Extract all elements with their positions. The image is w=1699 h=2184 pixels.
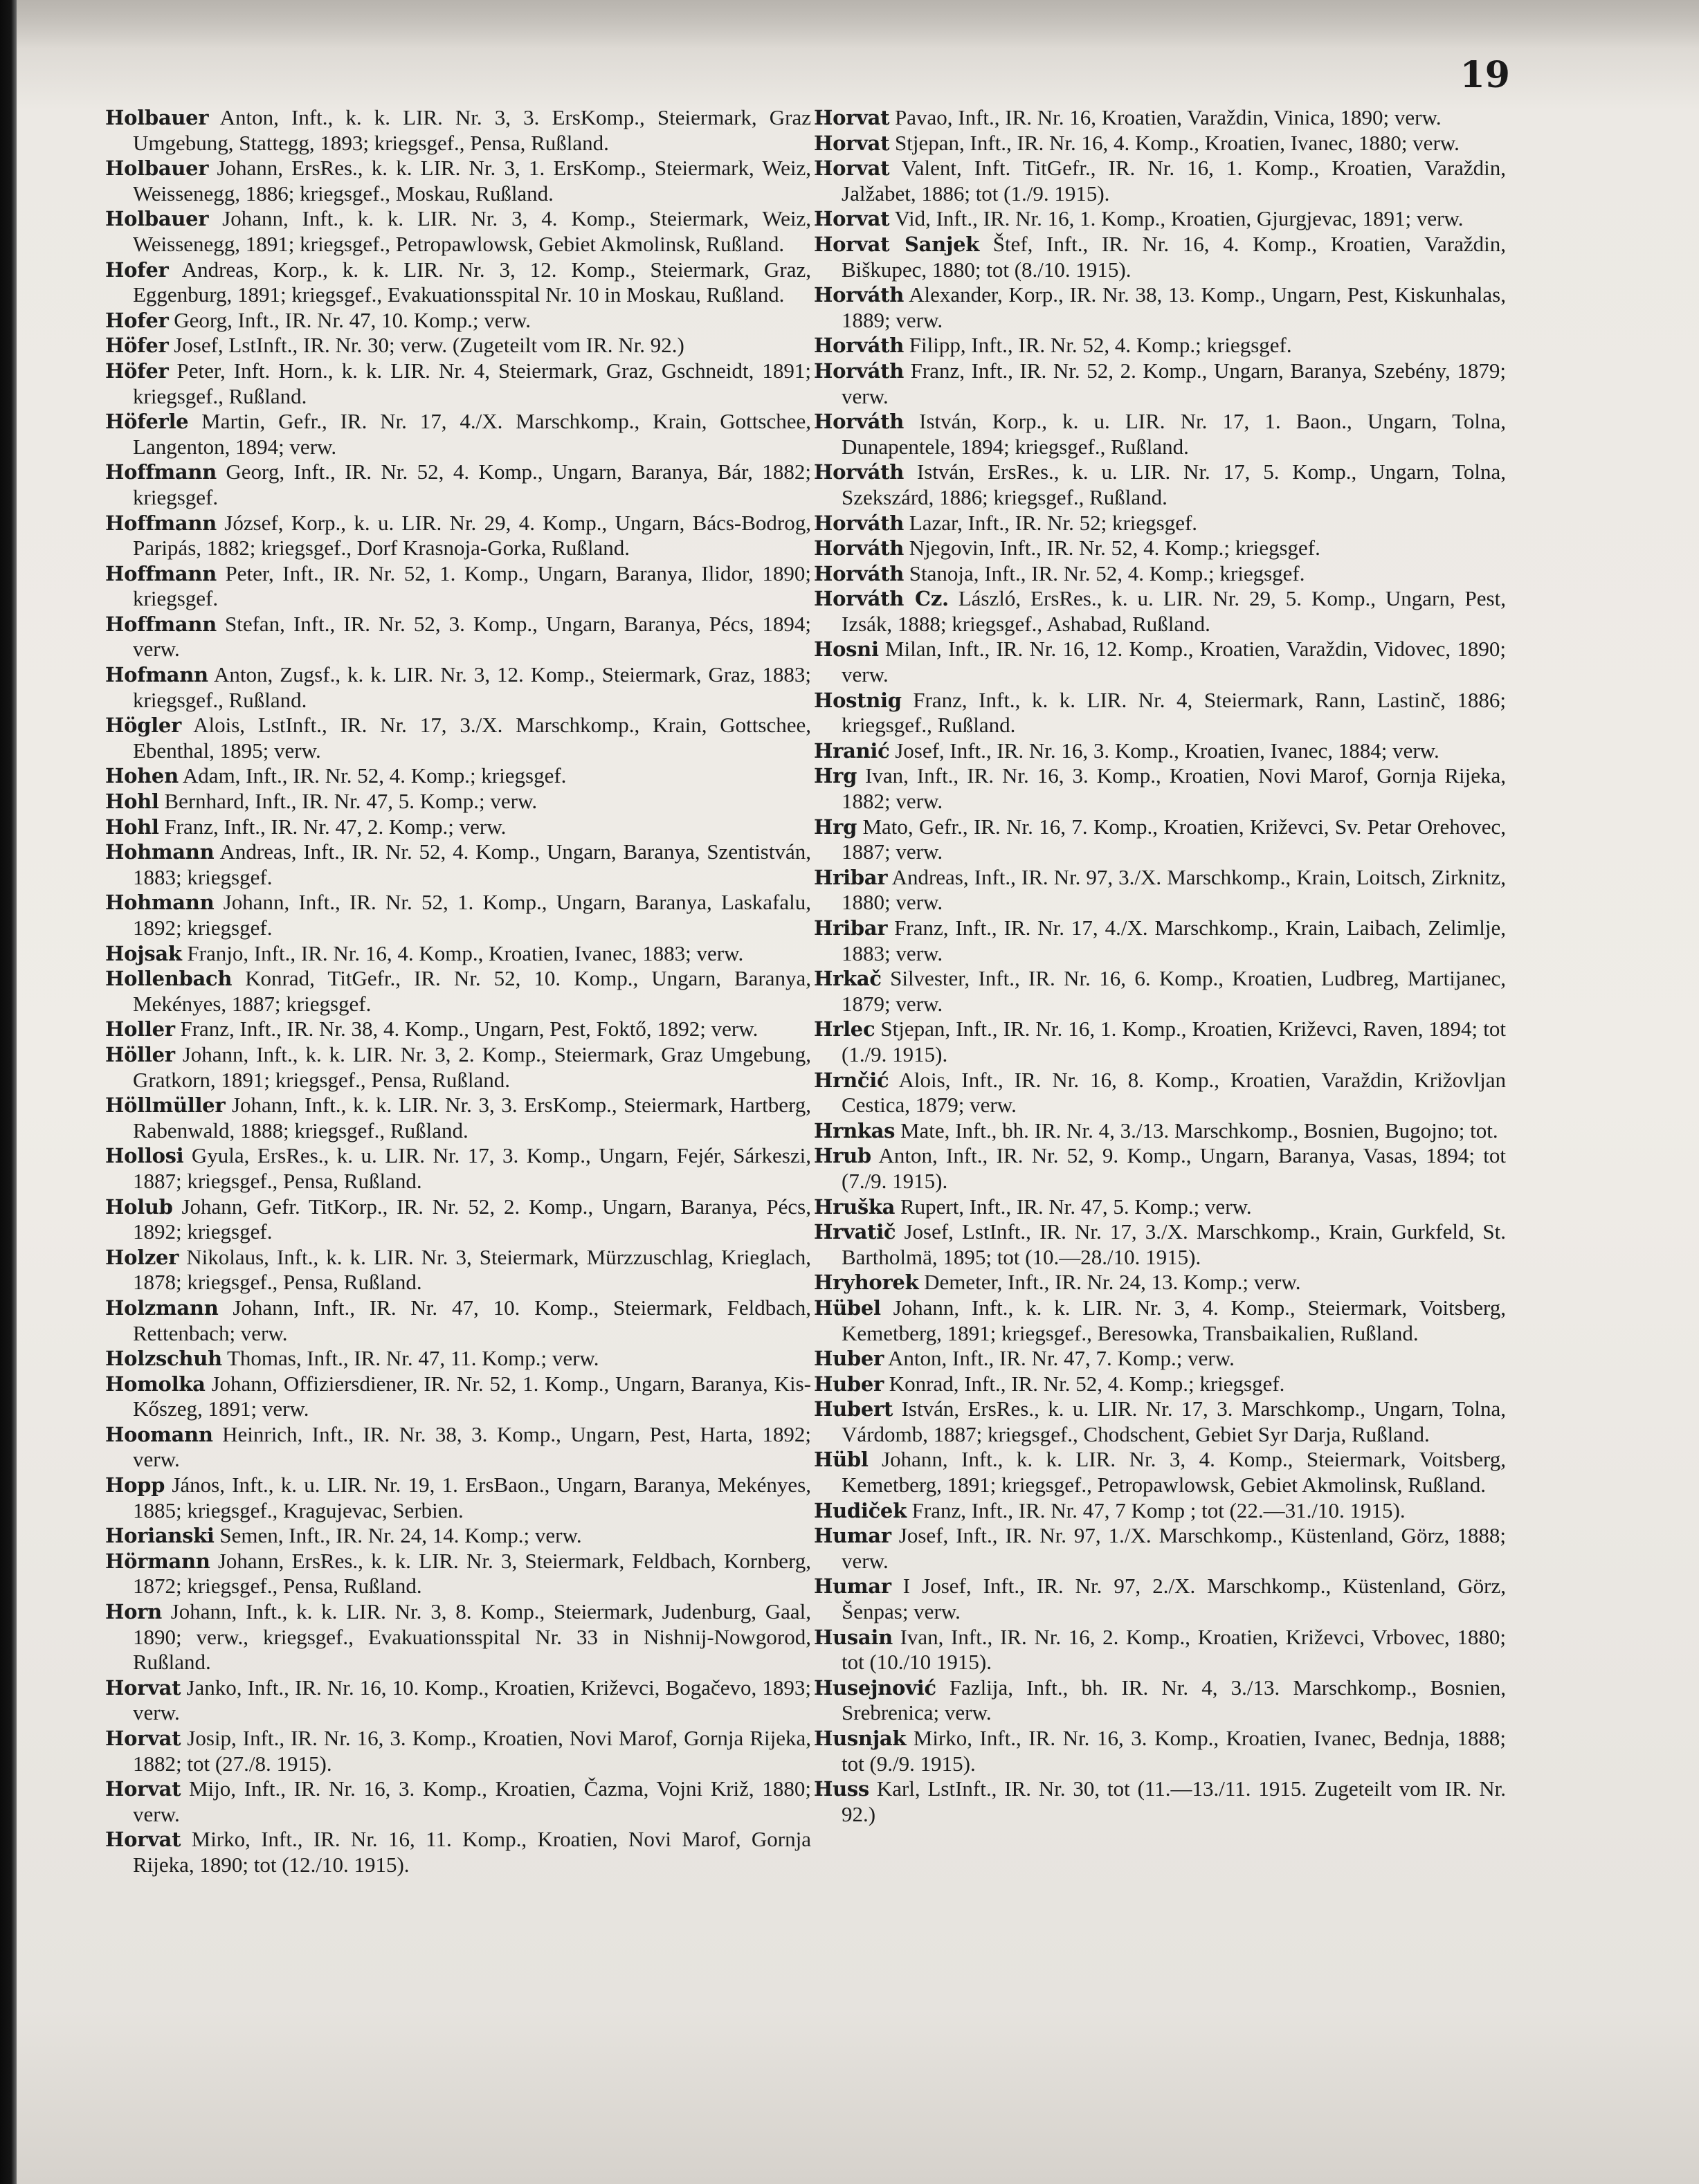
entry-surname: Höller [105, 1042, 175, 1066]
list-entry [105, 839, 811, 890]
list-entry [814, 1523, 1506, 1574]
list-entry [105, 409, 811, 459]
entry-surname: Hohen [105, 764, 179, 788]
entry-details: Anton, Inft., IR. Nr. 47, 7. Komp.; verw. [888, 1346, 1235, 1371]
entry-surname: Huber [814, 1372, 884, 1396]
entry-details: Štef, Inft., IR. Nr. 16, 4. Komp., Kroatien, Varaždin, Biškupec, 1880; tot (8./10. 1915). [842, 231, 1506, 282]
entry-surname: Homolka [105, 1372, 206, 1396]
list-entry [105, 156, 811, 206]
entry-details: Konrad, Inft., IR. Nr. 52, 4. Komp.; kriegsgef. [889, 1371, 1285, 1396]
list-entry [105, 1372, 811, 1422]
list-entry [814, 561, 1506, 587]
entry-details: Vid, Inft., IR. Nr. 16, 1. Komp., Kroatien, Gjurgjevac, 1891; verw. [894, 206, 1464, 231]
entry-surname: Horvat [814, 207, 890, 231]
entry-details: Mirko, Inft., IR. Nr. 16, 11. Komp., Kroatien, Novi Marof, Gornja Rijeka, 1890; tot (12./10. 1915). [133, 1827, 811, 1877]
entry-details: Demeter, Inft., IR. Nr. 24, 13. Komp.; verw. [924, 1270, 1301, 1295]
entry-surname: Holzschuh [105, 1347, 222, 1371]
entry-details: Johann, Inft., k. k. LIR. Nr. 3, 8. Komp., Steiermark, Judenburg, Gaal, 1890; verw., kriegsgef., Evakuationsspital Nr. 33 in Nishnij-Nowgorod, Rußland. [133, 1599, 811, 1675]
entry-surname: Holler [105, 1017, 175, 1041]
list-entry [105, 561, 811, 612]
list-entry [814, 586, 1506, 637]
list-entry [105, 1523, 811, 1549]
entry-details: Andreas, Korp., k. k. LIR. Nr. 3, 12. Komp., Steiermark, Graz, Eggenburg, 1891; kriegsgef., Evakuationsspital Nr. 10 in Moskau, Rußland. [133, 257, 811, 307]
entry-details: Pavao, Inft., IR. Nr. 16, Kroatien, Varaždin, Vinica, 1890; verw. [895, 105, 1442, 129]
list-entry [814, 1574, 1506, 1624]
entry-details: Bernhard, Inft., IR. Nr. 47, 5. Komp.; verw. [164, 789, 538, 814]
entry-details: Johann, Inft., k. k. LIR. Nr. 3, 4. Komp., Steiermark, Voitsberg, Kemetberg, 1891; kriegsgef., Petropawlowsk, Gebiet Akmolinsk, Rußland. [842, 1447, 1506, 1498]
list-entry [814, 1219, 1506, 1270]
page-binding-edge [0, 0, 17, 2184]
entry-details: Josef, LstInft., IR. Nr. 17, 3./X. Marschkomp., Krain, Gurkfeld, St. Bartholmä, 1895; tot (10.—28./10. 1915). [842, 1219, 1506, 1269]
entry-details: Karl, LstInft., IR. Nr. 30, tot (11.—13./11. 1915. Zugeteilt vom IR. Nr. 92.) [842, 1776, 1506, 1826]
page-top-shadow [0, 0, 1699, 48]
entry-details: Franjo, Inft., IR. Nr. 16, 4. Komp., Kroatien, Ivanec, 1883; verw. [187, 940, 744, 965]
entry-details: Fazlija, Inft., bh. IR. Nr. 4, 3./13. Marschkomp., Bosnien, Srebrenica; verw. [842, 1675, 1506, 1725]
entry-surname: Horvat [105, 1828, 181, 1852]
list-entry [814, 333, 1506, 358]
entry-details: Mate, Inft., bh. IR. Nr. 4, 3./13. Marschkomp., Bosnien, Bugojno; tot. [900, 1118, 1498, 1143]
list-entry [814, 1143, 1506, 1194]
entry-surname: Hopp [105, 1473, 165, 1498]
entry-details: Franz, Inft., IR. Nr. 38, 4. Komp., Ungarn, Pest, Foktő, 1892; verw. [180, 1017, 758, 1041]
entry-surname: Höferle [105, 410, 189, 434]
list-entry [814, 1270, 1506, 1295]
entry-surname: Horváth [814, 334, 905, 358]
entry-surname: Horn [105, 1600, 162, 1624]
list-entry [105, 1093, 811, 1143]
list-entry [814, 1396, 1506, 1447]
list-entry [105, 713, 811, 763]
entry-surname: Hörmann [105, 1549, 210, 1573]
entry-surname: Hofmann [105, 663, 208, 687]
list-entry [105, 763, 811, 789]
list-entry [814, 966, 1506, 1017]
entry-surname: Hojsak [105, 941, 182, 965]
entry-surname: Horvat [105, 1727, 181, 1750]
entry-surname: Hohmann [105, 891, 215, 915]
entry-details: Josef, LstInft., IR. Nr. 30; verw. (Zugeteilt vom IR. Nr. 92.) [174, 333, 684, 358]
list-entry [105, 511, 811, 561]
entry-details: I Josef, Inft., IR. Nr. 97, 2./X. Marschkomp., Küstenland, Görz, Šenpas; verw. [842, 1574, 1506, 1624]
entry-surname: Husejnović [814, 1675, 936, 1700]
entry-surname: Huss [814, 1777, 869, 1801]
entry-details: Thomas, Inft., IR. Nr. 47, 11. Komp.; verw. [226, 1346, 599, 1371]
entry-surname: Hoomann [105, 1422, 213, 1446]
list-entry [105, 1473, 811, 1523]
entry-surname: Hofer [105, 308, 169, 332]
entry-details: Mato, Gefr., IR. Nr. 16, 7. Komp., Kroatien, Križevci, Sv. Petar Orehovec, 1887; verw. [842, 814, 1506, 864]
entry-details: Johann, Inft., k. k. LIR. Nr. 3, 4. Komp., Steiermark, Weiz, Weissenegg, 1891; kriegsgef., Petropawlowsk, Gebiet Akmolinsk, Rußland. [133, 206, 811, 256]
list-entry [814, 1726, 1506, 1776]
list-entry [105, 333, 811, 358]
entry-surname: Höfer [105, 334, 169, 358]
list-entry [105, 1422, 811, 1473]
list-entry [814, 282, 1506, 333]
entry-details: Franz, Inft., IR. Nr. 52, 2. Komp., Ungarn, Baranya, Szebény, 1879; verw. [842, 358, 1506, 408]
list-entry [105, 459, 811, 510]
entry-details: Anton, Zugsf., k. k. LIR. Nr. 3, 12. Komp., Steiermark, Graz, 1883; kriegsgef., Rußland. [133, 662, 811, 712]
entry-surname: Hranić [814, 738, 890, 763]
list-entry [814, 1068, 1506, 1118]
list-entry [105, 1194, 811, 1245]
entry-surname: Horvat Sanjek [814, 232, 980, 256]
entry-details: Stjepan, Inft., IR. Nr. 16, 1. Komp., Kroatien, Križevci, Raven, 1894; tot (1./9. 1915). [842, 1017, 1506, 1066]
list-entry [105, 308, 811, 334]
entry-surname: Hohl [105, 815, 159, 839]
entry-surname: Horváth [814, 561, 905, 585]
list-entry [814, 1017, 1506, 1067]
entry-details: Georg, Inft., IR. Nr. 47, 10. Komp.; verw. [174, 307, 531, 332]
list-entry [105, 1017, 811, 1042]
entry-details: László, ErsRes., k. u. LIR. Nr. 29, 5. Komp., Ungarn, Pest, Izsák, 1888; kriegsgef., Ashabad, Rußland. [842, 586, 1506, 636]
list-entry [105, 815, 811, 840]
entry-surname: Hrnčić [814, 1068, 889, 1092]
entry-surname: Hryhorek [814, 1271, 919, 1295]
entry-details: Johann, Inft., k. k. LIR. Nr. 3, 3. ErsKomp., Steiermark, Hartberg, Rabenwald, 1888; kriegsgef., Rußland. [133, 1093, 811, 1143]
entry-surname: Holub [105, 1194, 173, 1219]
entry-surname: Hubert [814, 1397, 893, 1421]
entry-details: Johann, Inft., k. k. LIR. Nr. 3, 2. Komp., Steiermark, Graz Umgebung, Gratkorn, 1891; kriegsgef., Pensa, Rußland. [133, 1041, 811, 1092]
entry-details: Ivan, Inft., IR. Nr. 16, 2. Komp., Kroatien, Križevci, Vrbovec, 1880; tot (10./10 1915). [842, 1624, 1506, 1675]
entry-details: Lazar, Inft., IR. Nr. 52; kriegsgef. [909, 510, 1198, 535]
entry-details: Milan, Inft., IR. Nr. 16, 12. Komp., Kroatien, Varaždin, Vidovec, 1890; verw. [842, 637, 1506, 687]
list-entry [105, 1549, 811, 1599]
left-column [105, 105, 811, 2154]
entry-surname: Hrvatič [814, 1220, 896, 1244]
list-entry [814, 688, 1506, 738]
entry-surname: Höllmüller [105, 1093, 226, 1118]
entry-details: Johann, Inft., IR. Nr. 47, 10. Komp., Steiermark, Feldbach, Rettenbach; verw. [133, 1295, 811, 1345]
entry-details: Franz, Inft., IR. Nr. 47, 7 Komp ; tot (22.—31./10. 1915). [911, 1498, 1406, 1522]
list-entry [105, 1599, 811, 1675]
entry-surname: Hrlec [814, 1017, 875, 1041]
entry-surname: Holbauer [105, 207, 209, 231]
entry-details: Anton, Inft., IR. Nr. 52, 9. Komp., Ungarn, Baranya, Vasas, 1894; tot (7./9. 1915). [842, 1143, 1506, 1193]
entry-details: Martin, Gefr., IR. Nr. 17, 4./X. Marschkomp., Krain, Gottschee, Langenton, 1894; verw. [133, 409, 811, 459]
entry-surname: Hribar [814, 916, 888, 940]
entry-details: Andreas, Inft., IR. Nr. 97, 3./X. Marschkomp., Krain, Loitsch, Zirknitz, 1880; verw. [842, 864, 1506, 915]
entry-details: Johann, Offiziersdiener, IR. Nr. 52, 1. Komp., Ungarn, Baranya, Kis-Kőszeg, 1891; verw. [133, 1371, 811, 1421]
entry-details: Valent, Inft. TitGefr., IR. Nr. 16, 1. Komp., Kroatien, Varaždin, Jalžabet, 1886; tot (1./9. 1915). [842, 156, 1506, 206]
entry-details: Gyula, ErsRes., k. u. LIR. Nr. 17, 3. Komp., Ungarn, Fejér, Sárkeszi, 1887; kriegsgef., Pensa, Rußland. [133, 1143, 811, 1193]
entry-surname: Husnjak [814, 1727, 907, 1750]
entry-details: Franz, Inft., IR. Nr. 17, 4./X. Marschkomp., Krain, Laibach, Zelimlje, 1883; verw. [842, 916, 1506, 965]
entry-details: Silvester, Inft., IR. Nr. 16, 6. Komp., Kroatien, Ludbreg, Martijanec, 1879; verw. [842, 966, 1506, 1016]
entry-surname: Hoffmann [105, 561, 217, 585]
list-entry [105, 1827, 811, 1877]
list-entry [814, 206, 1506, 232]
list-entry [814, 105, 1506, 131]
entry-details: József, Korp., k. u. LIR. Nr. 29, 4. Komp., Ungarn, Bács-Bodrog, Paripás, 1882; kriegsgef., Dorf Krasnoja-Gorka, Rußland. [133, 510, 811, 561]
entry-surname: Hrg [814, 764, 857, 788]
entry-surname: Hostnig [814, 688, 902, 712]
list-entry [105, 1346, 811, 1372]
entry-details: Mijo, Inft., IR. Nr. 16, 3. Komp., Kroatien, Čazma, Vojni Križ, 1880; verw. [133, 1776, 811, 1826]
list-entry [105, 890, 811, 940]
list-entry [105, 105, 811, 156]
list-entry [814, 409, 1506, 459]
entry-surname: Horváth [814, 410, 905, 434]
entry-details: Peter, Inft., IR. Nr. 52, 1. Komp., Ungarn, Baranya, Ilidor, 1890; kriegsgef. [133, 561, 811, 611]
list-entry [105, 941, 811, 967]
entry-surname: Hohl [105, 790, 159, 814]
list-entry [105, 206, 811, 257]
entry-surname: Holzer [105, 1245, 179, 1269]
entry-surname: Hohmann [105, 840, 215, 864]
entry-details: István, ErsRes., k. u. LIR. Nr. 17, 5. Komp., Ungarn, Tolna, Szekszárd, 1886; kriegsgef., Rußland. [842, 459, 1506, 509]
entry-surname: Horváth [814, 283, 905, 307]
entry-details: Filipp, Inft., IR. Nr. 52, 4. Komp.; kriegsgef. [909, 333, 1292, 358]
entry-surname: Horvat [814, 156, 890, 181]
entry-details: Johann, Gefr. TitKorp., IR. Nr. 52, 2. Komp., Ungarn, Baranya, Pécs, 1892; kriegsgef. [133, 1194, 811, 1244]
entry-surname: Hoffmann [105, 460, 217, 484]
entry-details: Ivan, Inft., IR. Nr. 16, 3. Komp., Kroatien, Novi Marof, Gornja Rijeka, 1882; verw. [842, 763, 1506, 814]
entry-surname: Hribar [814, 865, 888, 889]
list-entry [105, 1295, 811, 1346]
list-entry [814, 358, 1506, 409]
entry-details: Andreas, Inft., IR. Nr. 52, 4. Komp., Ungarn, Baranya, Szentistván, 1883; kriegsgef. [133, 839, 811, 889]
entry-surname: Holbauer [105, 106, 209, 129]
entry-surname: Hrnkas [814, 1118, 896, 1143]
entry-surname: Hollosi [105, 1144, 184, 1168]
entry-surname: Horvat [105, 1777, 181, 1801]
list-entry [814, 536, 1506, 561]
entry-surname: Hübel [814, 1295, 881, 1320]
entry-details: Johann, Inft., k. k. LIR. Nr. 3, 4. Komp., Steiermark, Voitsberg, Kemetberg, 1891; kriegsgef., Beresowka, Transbaikalien, Rußland. [842, 1295, 1506, 1345]
entry-surname: Horvat [814, 106, 890, 129]
list-entry [814, 511, 1506, 536]
entry-details: János, Inft., k. u. LIR. Nr. 19, 1. ErsBaon., Ungarn, Baranya, Mekényes, 1885; kriegsgef., Kragujevac, Serbien. [133, 1473, 811, 1522]
entry-details: Josip, Inft., IR. Nr. 16, 3. Komp., Kroatien, Novi Marof, Gornja Rijeka, 1882; tot (27./8. 1915). [133, 1726, 811, 1776]
entry-details: Adam, Inft., IR. Nr. 52, 4. Komp.; kriegsgef. [182, 763, 567, 788]
right-column [814, 105, 1506, 2154]
entry-details: István, ErsRes., k. u. LIR. Nr. 17, 3. Marschkomp., Ungarn, Tolna, Várdomb, 1887; kriegsgef., Chodschent, Gebiet Syr Darja, Rußland. [842, 1396, 1506, 1446]
entry-details: Rupert, Inft., IR. Nr. 47, 5. Komp.; verw. [900, 1194, 1252, 1219]
entry-surname: Horvat [814, 131, 890, 155]
entry-details: Konrad, TitGefr., IR. Nr. 52, 10. Komp., Ungarn, Baranya, Mekényes, 1887; kriegsgef. [133, 966, 811, 1016]
entry-details: Georg, Inft., IR. Nr. 52, 4. Komp., Ungarn, Baranya, Bár, 1882; kriegsgef. [133, 459, 811, 509]
list-entry [814, 637, 1506, 687]
entry-details: Alexander, Korp., IR. Nr. 38, 13. Komp., Ungarn, Pest, Kiskunhalas, 1889; verw. [842, 282, 1506, 332]
entry-surname: Hoffmann [105, 612, 217, 636]
list-entry [814, 1372, 1506, 1397]
entry-surname: Husain [814, 1625, 893, 1649]
entry-details: Johann, ErsRes., k. k. LIR. Nr. 3, Steiermark, Feldbach, Kornberg, 1872; kriegsgef., Pensa, Rußland. [133, 1548, 811, 1599]
list-entry [814, 156, 1506, 206]
entry-surname: Horváth [814, 358, 905, 383]
entry-surname: Hrub [814, 1144, 871, 1168]
entry-surname: Hofer [105, 257, 169, 282]
list-entry [814, 1625, 1506, 1675]
entry-details: Nikolaus, Inft., k. k. LIR. Nr. 3, Steiermark, Mürzzuschlag, Krieglach, 1878; kriegsgef., Pensa, Rußland. [133, 1244, 811, 1295]
entry-details: Semen, Inft., IR. Nr. 24, 14. Komp.; verw. [219, 1523, 582, 1548]
list-entry [105, 1245, 811, 1295]
entry-surname: Humar [814, 1524, 891, 1548]
list-entry [814, 916, 1506, 966]
entry-details: Johann, Inft., IR. Nr. 52, 1. Komp., Ungarn, Baranya, Laskafalu, 1892; kriegsgef. [133, 890, 811, 940]
list-entry [814, 763, 1506, 814]
entry-details: Stjepan, Inft., IR. Nr. 16, 4. Komp., Kroatien, Ivanec, 1880; verw. [895, 130, 1460, 155]
entry-details: Stefan, Inft., IR. Nr. 52, 3. Komp., Ungarn, Baranya, Pécs, 1894; verw. [133, 611, 811, 662]
entry-surname: Humar [814, 1574, 891, 1599]
list-entry [105, 1143, 811, 1194]
list-entry [814, 1447, 1506, 1498]
list-entry [105, 789, 811, 815]
list-entry [814, 1498, 1506, 1524]
entry-surname: Horváth [814, 460, 905, 484]
list-entry [814, 1675, 1506, 1726]
list-entry [814, 738, 1506, 764]
list-entry [105, 1675, 811, 1726]
entry-details: István, Korp., k. u. LIR. Nr. 17, 1. Baon., Ungarn, Tolna, Dunapentele, 1894; kriegsgef., Rußland. [842, 409, 1506, 459]
list-entry [105, 662, 811, 713]
entry-surname: Horváth [814, 511, 905, 535]
entry-surname: Hoffmann [105, 511, 217, 535]
entry-details: Alois, Inft., IR. Nr. 16, 8. Komp., Kroatien, Varaždin, Križovljan Cestica, 1879; verw. [842, 1067, 1506, 1118]
entry-surname: Horváth [814, 536, 905, 561]
entry-details: Janko, Inft., IR. Nr. 16, 10. Komp., Kroatien, Križevci, Bogačevo, 1893; verw. [133, 1675, 811, 1725]
list-entry [814, 1118, 1506, 1144]
list-entry [814, 459, 1506, 510]
page-number: 19 [1460, 54, 1510, 96]
entry-details: Johann, ErsRes., k. k. LIR. Nr. 3, 1. ErsKomp., Steiermark, Weiz, Weissenegg, 1886; kriegsgef., Moskau, Rußland. [133, 156, 811, 206]
list-entry [105, 1726, 811, 1776]
entry-surname: Horvat [105, 1675, 181, 1700]
entry-surname: Hudiček [814, 1498, 907, 1522]
list-entry [105, 358, 811, 409]
list-entry [814, 815, 1506, 865]
list-entry [814, 1346, 1506, 1372]
entry-details: Mirko, Inft., IR. Nr. 16, 3. Komp., Kroatien, Ivanec, Bednja, 1888; tot (9./9. 1915). [842, 1726, 1506, 1776]
entry-surname: Hrg [814, 815, 857, 839]
entry-surname: Holbauer [105, 156, 209, 181]
list-entry [814, 1194, 1506, 1220]
entry-surname: Hrkač [814, 967, 882, 991]
list-entry [814, 232, 1506, 282]
entry-details: Franz, Inft., k. k. LIR. Nr. 4, Steiermark, Rann, Lastinč, 1886; kriegsgef., Rußland. [842, 687, 1506, 738]
entry-details: Anton, Inft., k. k. LIR. Nr. 3, 3. ErsKomp., Steiermark, Graz Umgebung, Stattegg, 1893; kriegsgef., Pensa, Rußland. [133, 105, 811, 155]
entry-surname: Högler [105, 713, 181, 738]
entry-details: Njegovin, Inft., IR. Nr. 52, 4. Komp.; kriegsgef. [909, 536, 1320, 561]
list-entry [105, 1042, 811, 1093]
list-entry [814, 131, 1506, 156]
entry-surname: Horianski [105, 1524, 215, 1548]
entry-surname: Hollenbach [105, 967, 233, 991]
entry-surname: Hosni [814, 637, 879, 662]
entry-surname: Holzmann [105, 1295, 219, 1320]
entry-details: Peter, Inft. Horn., k. k. LIR. Nr. 4, Steiermark, Graz, Gschneidt, 1891; kriegsgef., Rußland. [133, 358, 811, 408]
entry-surname: Huber [814, 1347, 884, 1371]
entry-surname: Höfer [105, 358, 169, 383]
list-entry [105, 612, 811, 662]
list-entry [105, 966, 811, 1017]
list-entry [814, 865, 1506, 916]
entry-surname: Hübl [814, 1448, 869, 1472]
list-entry [814, 1776, 1506, 1827]
entry-details: Stanoja, Inft., IR. Nr. 52, 4. Komp.; kriegsgef. [909, 561, 1305, 585]
entry-details: Heinrich, Inft., IR. Nr. 38, 3. Komp., Ungarn, Pest, Harta, 1892; verw. [133, 1421, 811, 1472]
list-entry [105, 257, 811, 308]
list-entry [105, 1776, 811, 1827]
entry-details: Alois, LstInft., IR. Nr. 17, 3./X. Marschkomp., Krain, Gottschee, Ebenthal, 1895; verw. [133, 713, 811, 763]
entry-details: Josef, Inft., IR. Nr. 97, 1./X. Marschkomp., Küstenland, Görz, 1888; verw. [842, 1523, 1506, 1573]
entry-surname: Horváth Cz. [814, 587, 949, 611]
list-entry [814, 1295, 1506, 1346]
entry-surname: Hruška [814, 1194, 896, 1219]
entry-details: Franz, Inft., IR. Nr. 47, 2. Komp.; verw. [164, 814, 507, 839]
entry-details: Josef, Inft., IR. Nr. 16, 3. Komp., Kroatien, Ivanec, 1884; verw. [895, 738, 1439, 763]
